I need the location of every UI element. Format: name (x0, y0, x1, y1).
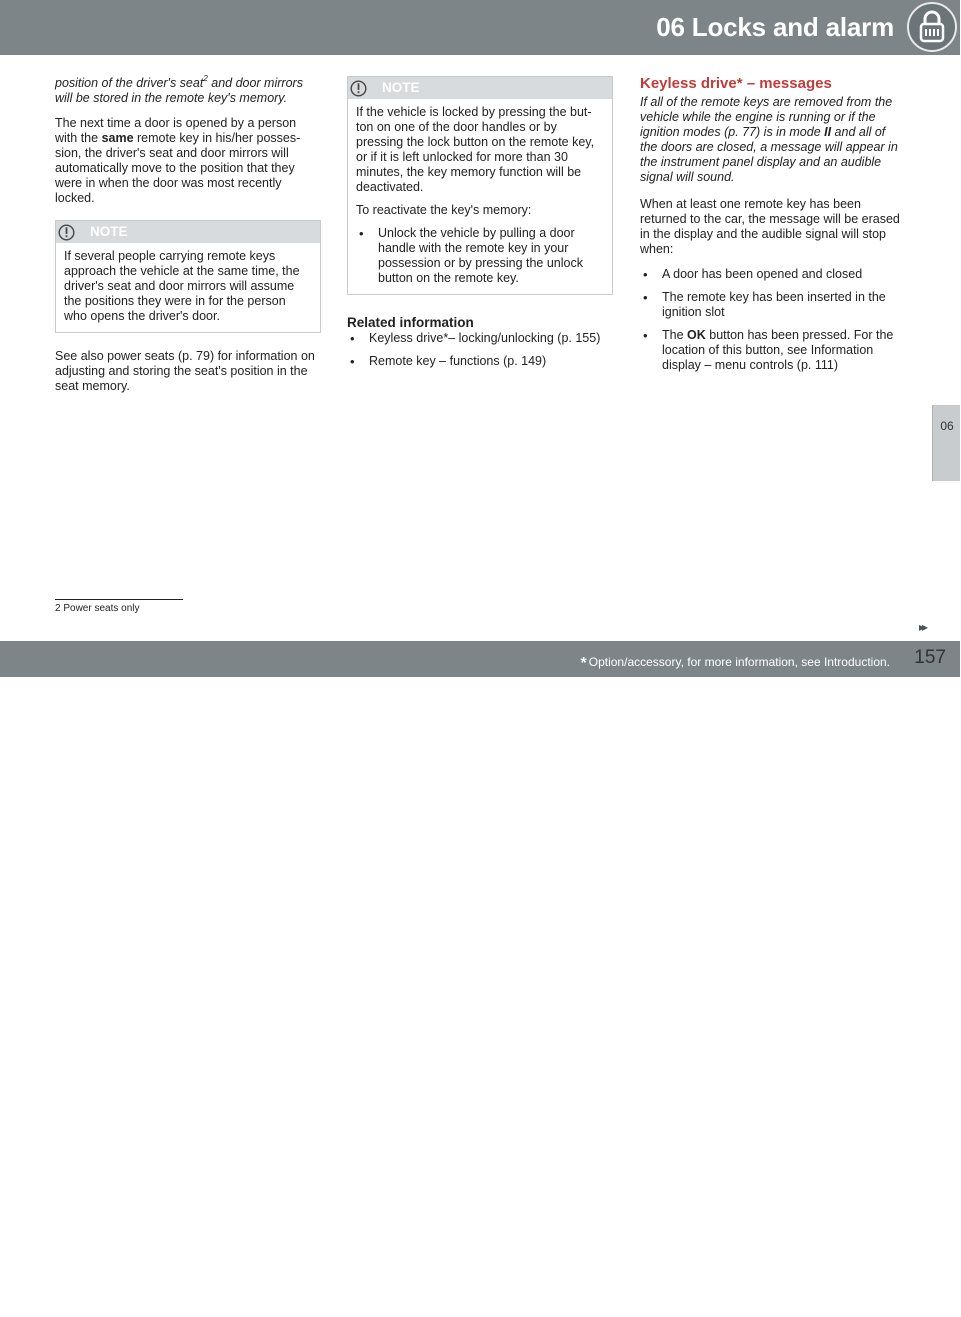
footnote-ref[interactable]: 2 (203, 73, 208, 83)
intro-paragraph: position of the driver's seat$^2$ and door mirrors will be stored in the remote key's memory. (55, 73, 303, 105)
note-label: NOTE (382, 80, 420, 95)
next-page-arrows-icon[interactable]: ▸▸ (919, 620, 926, 634)
list-item: • The OK button has been pressed. For the location of this button, see Information display – menu controls (p. 111) (640, 328, 906, 373)
note-box (347, 76, 613, 295)
note-box (55, 220, 321, 333)
footnote: 2 Power seats only (55, 603, 140, 614)
column-2 (347, 76, 613, 377)
note-text: If several people carrying remote keys approach the vehicle at the same time, the driver's seat and door mirrors will assume the positions they were in for the person who opens the driver's door. (64, 249, 300, 323)
padlock-icon (907, 2, 957, 52)
power-seats-paragraph: See also power seats (p. 79) for information on adjusting and storing the seat's position in the seat memory. (55, 349, 315, 393)
page-header (0, 0, 960, 55)
info-icon (350, 80, 367, 97)
watermark: carmanualsonline.info (640, 1291, 865, 1316)
related-list (347, 331, 613, 369)
note-text: To reactivate the key's memory: (356, 203, 532, 217)
conditions-list (640, 267, 906, 373)
chapter-title: 06 Locks and alarm (656, 12, 894, 42)
note-list (356, 226, 604, 286)
note-header (56, 221, 320, 243)
note-text: If the vehicle is locked by pressing the but-ton on one of the door handles or by pressing the lock button on the remote key, or if it is left unlocked for more than 30 minutes, the key memory function will be deactivated. (356, 105, 595, 194)
list-item: • The remote key has been inserted in the ignition slot (640, 290, 906, 320)
related-link-remote-key[interactable]: • Remote key – functions (p. 149) (347, 354, 613, 369)
chapter-side-tab[interactable] (932, 405, 960, 481)
footnote-divider (55, 599, 183, 600)
note-body (56, 243, 320, 332)
related-link-keyless[interactable]: • Keyless drive*– locking/unlocking (p. 155) (347, 331, 613, 346)
note-header (348, 77, 612, 99)
column-3 (640, 76, 906, 381)
section-paragraph: When at least one remote key has been returned to the car, the message will be erased in the display and the audible signal will stop when: (640, 197, 900, 256)
column-1 (55, 73, 321, 404)
page-footer (0, 641, 960, 1316)
info-icon (58, 224, 75, 241)
note-label: NOTE (90, 224, 128, 239)
page-number: 157 (914, 647, 946, 668)
list-item: • A door has been opened and closed (640, 267, 906, 282)
list-item: • Unlock the vehicle by pulling a door handle with the remote key in your possession or by pressing the unlock button on the remote key. (356, 226, 604, 286)
footer-note: * Option/accessory, for more information, see Introduction. (580, 655, 890, 672)
note-body (348, 99, 612, 294)
section-intro: If all of the remote keys are removed from the vehicle while the engine is running or if the ignition modes (p. 77) is in mode II and all of the doors are closed, a message will appear in the instrument panel display and an audible signal will sound. (640, 95, 898, 184)
chapter-side-tab-label: 06 (940, 419, 954, 433)
memory-paragraph: The next time a door is opened by a person with the same remote key in his/her posses-sion, the driver's seat and door mirrors will automatically move to the position that they were in when the door was most recently locked. (55, 116, 301, 205)
related-information-heading: Related information (347, 315, 474, 330)
section-title: Keyless drive* – messages (640, 75, 832, 92)
